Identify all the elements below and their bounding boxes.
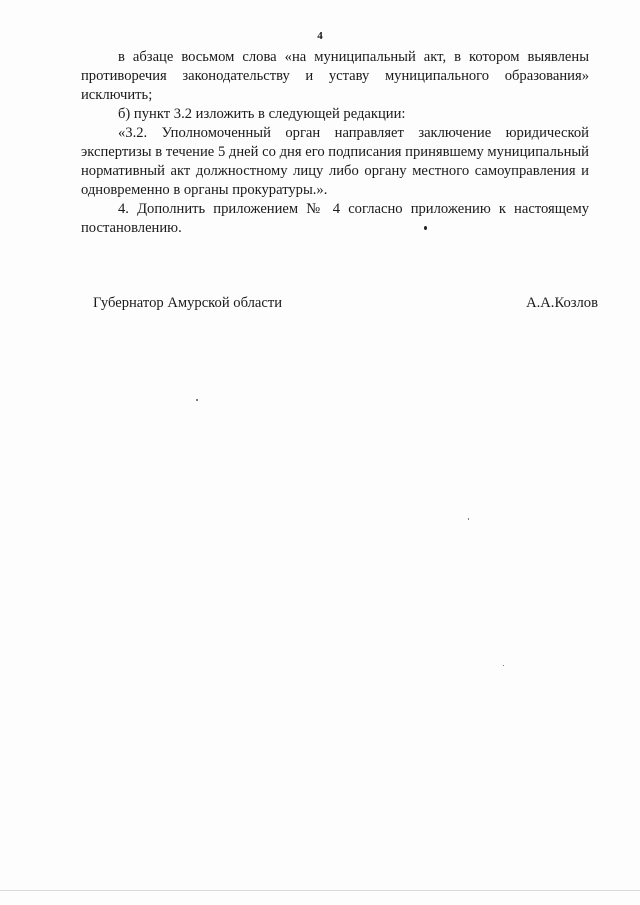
scan-speck — [424, 226, 427, 230]
document-body — [81, 48, 589, 238]
paragraph-clause-3-2: «3.2. Уполномоченный орган направляет заключение юридической экспертизы в течение 5 дней со дня его подписания принявшему муниципальный нормативный акт должностному лицу либо органу местного самоуправления и одновременно в органы прокуратуры.». — [81, 125, 589, 198]
scan-speck — [196, 399, 198, 401]
page-number: 4 — [317, 30, 323, 42]
paragraph-point-b: б) пункт 3.2 изложить в следующей редакции: — [118, 106, 406, 122]
scan-speck — [503, 665, 504, 666]
paragraph-point-4: 4. Дополнить приложением № 4 согласно приложению к настоящему постановлению. — [81, 201, 589, 236]
scan-edge-mark — [0, 890, 640, 891]
signature-name: А.А.Козлов — [526, 295, 598, 311]
signature-position: Губернатор Амурской области — [93, 295, 283, 311]
scan-speck — [468, 518, 469, 520]
paragraph-amendment-eighth: в абзаце восьмом слова «на муниципальный акт, в котором выявлены противоречия законодательству и уставу муниципального образования» исключить; — [81, 49, 589, 103]
